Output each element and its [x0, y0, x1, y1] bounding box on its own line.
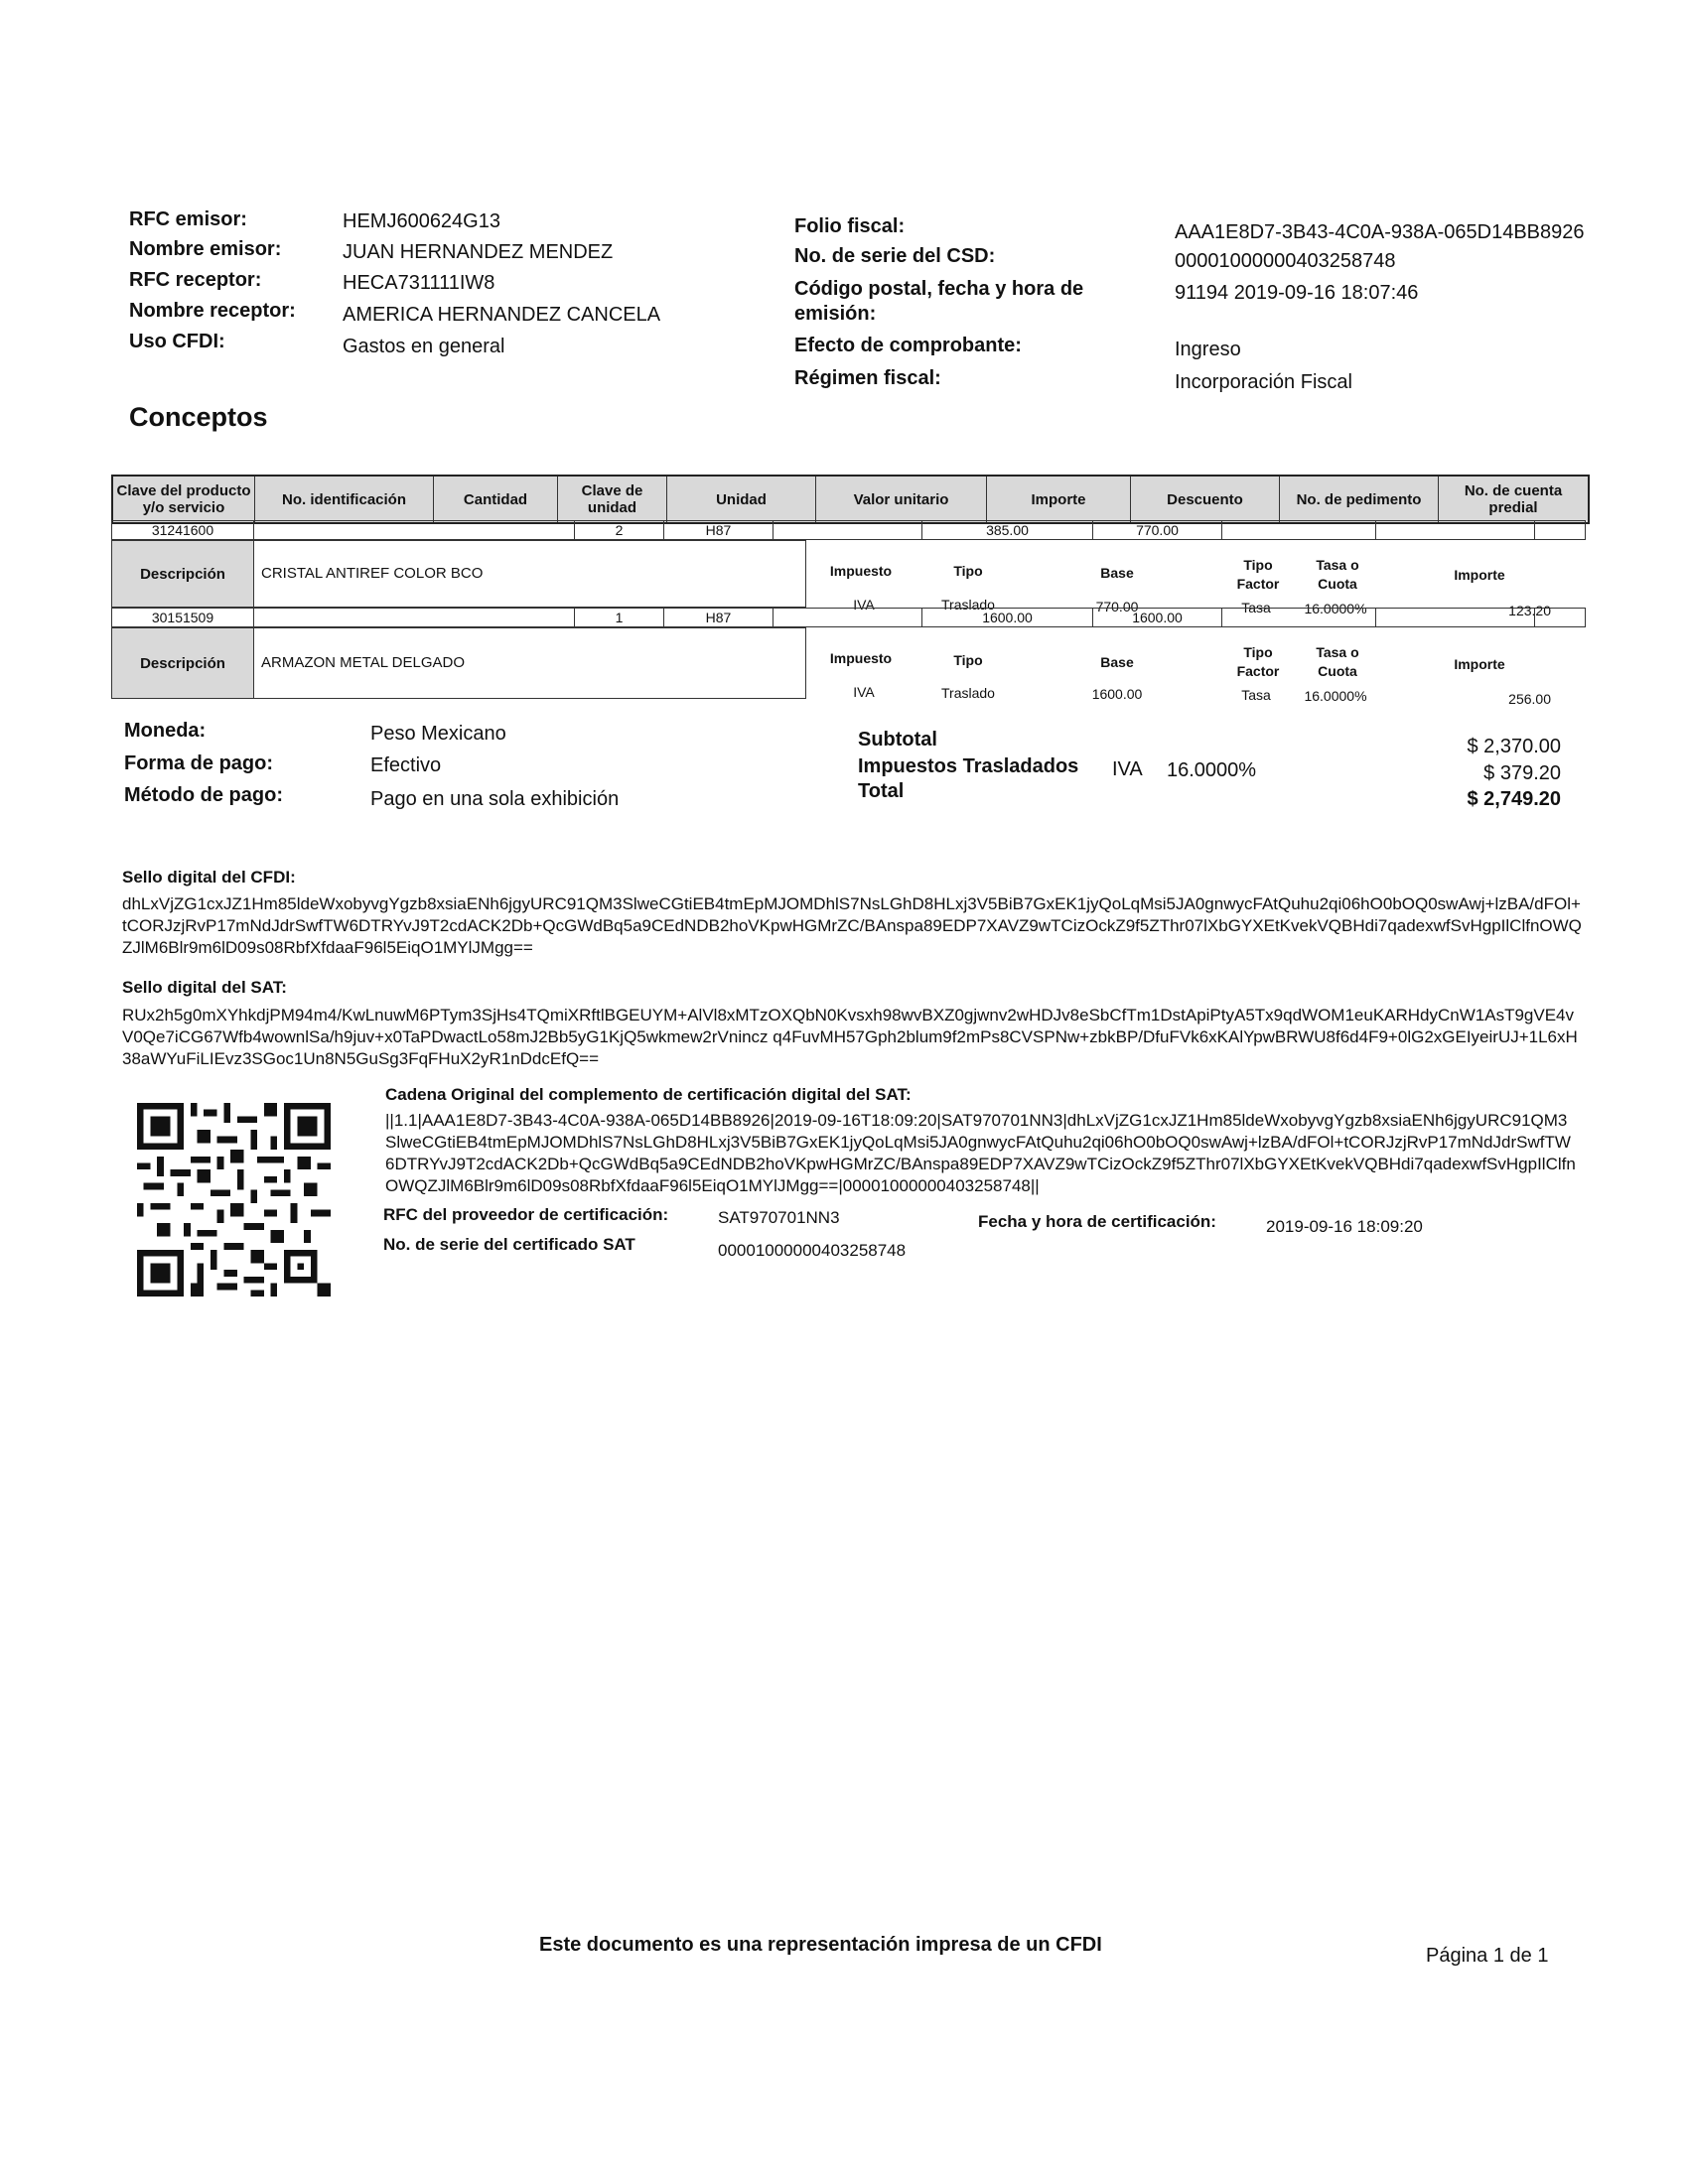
item-description-box [111, 627, 806, 699]
tax-header-base: Base [1100, 654, 1134, 670]
nombre-receptor-label: Nombre receptor: [129, 300, 296, 322]
tax-tipo-factor: Tasa [1241, 600, 1271, 615]
metodo-pago-label: Método de pago: [124, 784, 283, 806]
item-description-box [111, 540, 806, 608]
concepts-table-header [111, 475, 1590, 524]
item-unidad [774, 609, 922, 626]
folio-fiscal-label: Folio fiscal: [794, 215, 906, 237]
header-no-identificacion: No. identificación [255, 477, 434, 522]
tax-header-importe: Importe [1454, 567, 1505, 583]
tax-header-impuesto: Impuesto [829, 563, 893, 579]
tax-header-tipo-factor-2: Factor [1236, 663, 1280, 679]
item-predial [1535, 521, 1585, 539]
tax-header-tipo: Tipo [953, 563, 983, 579]
header-importe: Importe [987, 477, 1131, 522]
item-no-identificacion [254, 609, 575, 626]
item-cantidad: 2 [575, 521, 664, 539]
impuestos-tasa: 16.0000% [1167, 759, 1257, 781]
header-no-pedimento: No. de pedimento [1280, 477, 1439, 522]
serie-csd-value: 00001000000403258748 [1175, 250, 1396, 272]
subtotal-value: $ 2,370.00 [1467, 736, 1561, 757]
cadena-value: ||1.1|AAA1E8D7-3B43-4C0A-938A-065D14BB8926|2019-09-16T18:09:20|SAT970701NN3|dhLxVjZG1cxJZ1Hm85ldeWxobyvgYgzb8xsiaENh6jgyURC91QM3SlweCGtiEB4tmEpMJOMDhlS7NsLGhD8HLxj3V5BiB7GxEK1jyQoLqMsi5JA0gnwycFAtQuhu2qi06hO0bOQ0swAwj+lzBA/dFOl+tCORJzjRvP17mNdJdrSwfTW6DTRYvJ9T2cdACK2Db+QcGWdBq5a9CEdNDB2hoVKpwHGMrZC/BAnspa89EDP7XAVZ9wTCizOckZ9f5ZThr07lXbGYXEtKvekVQBHdi7qadexwfSvHgpIlClfnOWQZJlM6Blr9m6lD09s08RbfXfdaaF96l5EiqO1MYlJMgg==|00001000000403258748|| [385, 1111, 1576, 1195]
forma-pago-label: Forma de pago: [124, 752, 274, 774]
item-importe: 1600.00 [1093, 609, 1222, 626]
item-descripcion: ARMAZON METAL DELGADO [261, 654, 466, 671]
tax-tasa: 16.0000% [1304, 601, 1367, 616]
tax-tipo-factor: Tasa [1241, 687, 1271, 703]
header-clave-producto: Clave del producto y/o servicio [113, 477, 255, 522]
tax-tasa: 16.0000% [1304, 688, 1367, 704]
header-unidad: Unidad [667, 477, 816, 522]
tax-tipo: Traslado [941, 685, 995, 701]
item-clave-unidad: H87 [664, 521, 774, 539]
tax-importe: 123.20 [1508, 603, 1551, 618]
descripcion-label: Descripción [112, 628, 254, 698]
item-valor-unitario: 385.00 [922, 521, 1093, 539]
cp-fecha-label-2: emisión: [794, 303, 877, 325]
item-descuento [1222, 521, 1376, 539]
item-importe: 770.00 [1093, 521, 1222, 539]
tax-header-tipo-factor-2: Factor [1236, 576, 1280, 592]
tax-base: 770.00 [1095, 599, 1139, 614]
item-clave-unidad: H87 [664, 609, 774, 626]
rfc-emisor-label: RFC emisor: [129, 208, 247, 230]
rfc-emisor-value: HEMJ600624G13 [343, 210, 500, 232]
tax-header-importe: Importe [1454, 656, 1505, 672]
nombre-receptor-value: AMERICA HERNANDEZ CANCELA [343, 304, 661, 326]
total-value: $ 2,749.20 [1467, 788, 1561, 810]
serie-sat-label: No. de serie del certificado SAT [383, 1235, 635, 1254]
tax-header-tasa-2: Cuota [1318, 663, 1357, 679]
tax-header-tipo-factor [1223, 643, 1293, 681]
header-clave-unidad: Clave de unidad [558, 477, 667, 522]
efecto-label: Efecto de comprobante: [794, 335, 1022, 356]
tax-header-tipo: Tipo [953, 652, 983, 668]
item-valor-unitario: 1600.00 [922, 609, 1093, 626]
header-no-cuenta-predial: No. de cuenta predial [1464, 482, 1563, 516]
total-label: Total [858, 780, 905, 802]
cp-fecha-value: 91194 2019-09-16 18:07:46 [1175, 282, 1419, 304]
tax-header-tasa [1303, 643, 1372, 681]
header-cantidad: Cantidad [434, 477, 558, 522]
impuestos-value: $ 379.20 [1483, 762, 1561, 784]
item-no-identificacion [254, 521, 575, 539]
item-predial [1535, 609, 1585, 626]
item-descuento [1222, 609, 1376, 626]
sello-cfdi-label: Sello digital del CFDI: [122, 868, 296, 887]
serie-sat-value: 00001000000403258748 [718, 1241, 907, 1260]
rfc-proveedor-value: SAT970701NN3 [718, 1208, 840, 1227]
metodo-pago-value: Pago en una sola exhibición [370, 788, 620, 810]
rfc-proveedor-label: RFC del proveedor de certificación: [383, 1205, 669, 1224]
item-unidad [774, 521, 922, 539]
efecto-value: Ingreso [1175, 339, 1241, 360]
item-clave: 31241600 [112, 521, 254, 539]
uso-cfdi-label: Uso CFDI: [129, 331, 225, 352]
forma-pago-value: Efectivo [370, 754, 442, 776]
tax-header-tipo-factor [1223, 556, 1293, 594]
representacion-text: Este documento es una representación impresa de un CFDI [539, 1934, 1102, 1956]
table-row [111, 520, 1586, 540]
nombre-emisor-value: JUAN HERNANDEZ MENDEZ [343, 241, 614, 263]
tax-header-impuesto: Impuesto [829, 650, 893, 666]
tax-header-tasa-1: Tasa o [1316, 557, 1359, 573]
tax-header-tasa-2: Cuota [1318, 576, 1357, 592]
descripcion-label: Descripción [112, 541, 254, 607]
moneda-value: Peso Mexicano [370, 723, 506, 745]
subtotal-label: Subtotal [858, 729, 937, 751]
item-descripcion: CRISTAL ANTIREF COLOR BCO [261, 565, 484, 582]
impuestos-label: Impuestos Trasladados [858, 755, 1079, 777]
rfc-receptor-label: RFC receptor: [129, 269, 262, 291]
fecha-certificacion-label: Fecha y hora de certificación: [978, 1212, 1216, 1231]
conceptos-title: Conceptos [129, 402, 268, 432]
serie-csd-label: No. de serie del CSD: [794, 245, 996, 267]
header-descuento: Descuento [1131, 477, 1280, 522]
item-pedimento [1376, 521, 1535, 539]
item-cantidad: 1 [575, 609, 664, 626]
nombre-emisor-label: Nombre emisor: [129, 238, 282, 260]
item-pedimento [1376, 609, 1535, 626]
regimen-value: Incorporación Fiscal [1175, 371, 1352, 393]
tax-header-tasa-1: Tasa o [1316, 644, 1359, 660]
fecha-certificacion-value: 2019-09-16 18:09:20 [1266, 1217, 1423, 1236]
rfc-receptor-value: HECA731111IW8 [343, 272, 495, 294]
impuestos-tipo: IVA [1112, 758, 1143, 780]
page-number: Página 1 de 1 [1426, 1945, 1549, 1967]
moneda-label: Moneda: [124, 720, 207, 742]
table-row [111, 608, 1586, 627]
tax-impuesto: IVA [853, 684, 875, 700]
cadena-label: Cadena Original del complemento de certificación digital del SAT: [385, 1085, 912, 1104]
tax-impuesto: IVA [853, 597, 875, 613]
item-clave: 30151509 [112, 609, 254, 626]
uso-cfdi-value: Gastos en general [343, 336, 505, 357]
qr-code [137, 1103, 331, 1297]
sello-sat-label: Sello digital del SAT: [122, 978, 287, 997]
tax-header-tasa [1303, 556, 1372, 594]
tax-base: 1600.00 [1091, 686, 1143, 702]
tax-tipo: Traslado [941, 597, 995, 613]
tax-importe: 256.00 [1508, 691, 1551, 707]
tax-header-base: Base [1100, 565, 1134, 581]
sello-sat-value: RUx2h5g0mXYhkdjPM94m4/KwLnuwM6PTym3SjHs4TQmiXRftlBGEUYM+AlVl8xMTzOXQbN0Kvsxh98wvBXZ0gjwnv2wHDJv8eSbCfTm1DstApiPtyA5Tx9qdWOM1euKARHdyCnW1AsT9gVE4vV0Qe7iCG67Wfb4wownlSa/h9juv+x0TaPDwactLo58mJ2Bb5yG1KjQ5wkmew2rVnincz q4FuvMH57Gph2blum9f2mPs8CVSPNw+zbkBP/DfuFVk6xKAlYpwBRWU8f6d4F9+0lG2xGEIyeirUJ+1L6xH38aWYuFiLIEvz3SGoc1Un8N5GuSg3FqFHuX2yR1nDdcEfQ== [122, 1006, 1578, 1068]
sello-cfdi-value: dhLxVjZG1cxJZ1Hm85ldeWxobyvgYgzb8xsiaENh6jgyURC91QM3SlweCGtiEB4tmEpMJOMDhlS7NsLGhD8HLxj3V5BiB7GxEK1jyQoLqMsi5JA0gnwycFAtQuhu2qi06hO0bOQ0swAwj+lzBA/dFOl+tCORJzjRvP17mNdJdrSwfTW6DTRYvJ9T2cdACK2Db+QcGWdBq5a9CEdNDB2hoVKpwHGMrZC/BAnspa89EDP7XAVZ9wTCizOckZ9f5ZThr07lXbGYXEtKvekVQBHdi7qadexwfSvHgpIlClfnOWQZJlM6Blr9m6lD09s08RbfXfdaaF96l5EiqO1MYlJMgg== [122, 894, 1582, 957]
folio-fiscal-value: AAA1E8D7-3B43-4C0A-938A-065D14BB8926 [1175, 221, 1585, 243]
tax-header-tipo-factor-1: Tipo [1243, 644, 1273, 660]
regimen-label: Régimen fiscal: [794, 367, 941, 389]
tax-header-tipo-factor-1: Tipo [1243, 557, 1273, 573]
cp-fecha-label-1: Código postal, fecha y hora de [794, 278, 1084, 300]
header-valor-unitario: Valor unitario [816, 477, 987, 522]
